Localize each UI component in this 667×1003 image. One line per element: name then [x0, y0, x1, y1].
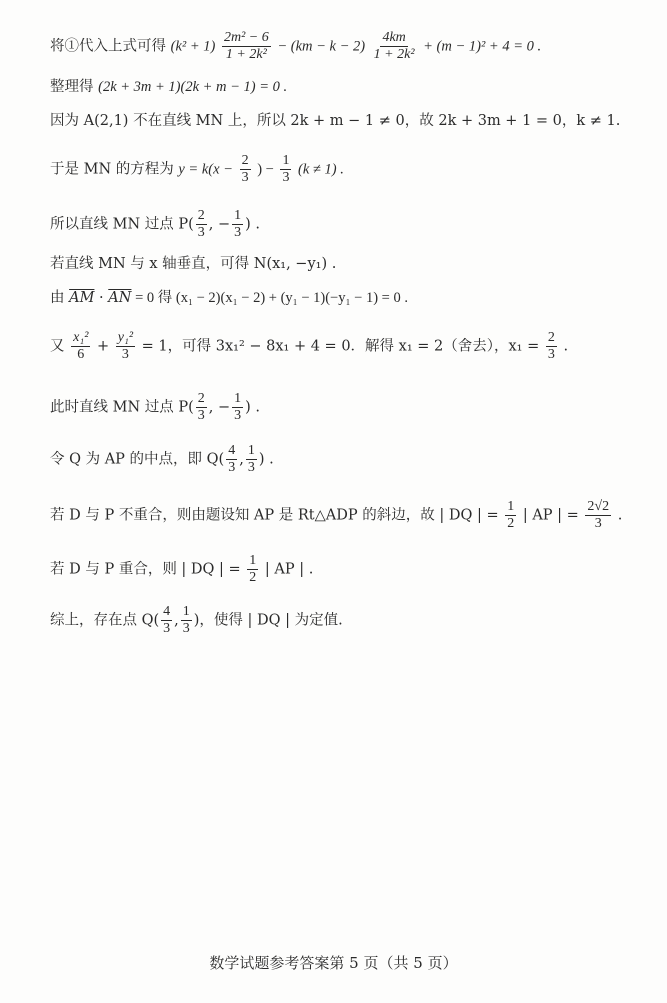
expr: (k ≠ 1) . — [298, 161, 344, 178]
fraction — [246, 443, 257, 476]
fraction — [116, 330, 135, 363]
denominator: 3 — [228, 460, 236, 475]
fraction — [161, 604, 172, 637]
line-passes-point-2 — [50, 391, 260, 424]
fraction — [71, 330, 90, 363]
numerator: 2 — [547, 330, 555, 345]
numerator: 1 — [249, 553, 257, 568]
fraction — [181, 604, 192, 637]
text: 此时直线 MN 过点 P( — [50, 399, 194, 416]
expr: + (m − 1)² + 4 = 0 . — [423, 38, 542, 55]
line-dot-product — [50, 288, 408, 308]
end: ) . — [245, 216, 261, 233]
denominator: 3 — [234, 225, 242, 240]
expr: y = k(x − — [178, 161, 233, 178]
denominator: 1 + 2k² — [373, 47, 415, 62]
plus: + — [92, 338, 114, 355]
expr: (k² + 1) — [170, 38, 216, 55]
fraction — [196, 391, 207, 424]
numerator: 1 — [247, 443, 255, 458]
numerator: 1 — [507, 499, 515, 514]
expr: = 1，可得 3x₁² − 8x₁ + 4 = 0．解得 x₁ = 2（舍去），x₁ = — [137, 338, 544, 355]
mid: | AP | = — [518, 507, 584, 524]
numerator: 2 — [241, 153, 249, 168]
numerator: 2 — [197, 391, 205, 406]
sep: , − — [208, 399, 231, 416]
denominator: 2 — [507, 516, 515, 531]
denominator: 3 — [282, 170, 290, 185]
sep: , — [239, 451, 244, 468]
end: )，使得 | DQ | 为定值. — [193, 612, 343, 629]
numerator: 1 — [234, 208, 242, 223]
text: 整理得 — [50, 79, 94, 95]
numerator: 2m² − 6 — [223, 30, 269, 45]
text: 将①代入上式可得 — [50, 38, 166, 55]
fraction — [280, 153, 291, 186]
sep: , — [174, 612, 179, 629]
expr: − (km − k − 2) — [277, 38, 366, 55]
numerator: y₁² — [117, 330, 134, 345]
fraction — [372, 30, 417, 63]
numerator: 1 — [182, 604, 190, 619]
text: 于是 MN 的方程为 — [50, 161, 179, 178]
denominator: 3 — [197, 225, 205, 240]
denominator: 1 + 2k² — [225, 47, 267, 62]
text: 若 D 与 P 不重合，则由题设知 AP 是 Rt△ADP 的斜边，故 | DQ | = — [50, 507, 504, 524]
fraction — [546, 330, 557, 363]
denominator: 3 — [247, 460, 255, 475]
line-passes-point — [50, 208, 260, 241]
text: 令 Q 为 AP 的中点，即 Q( — [50, 451, 225, 468]
numerator: 4km — [382, 30, 406, 45]
denominator: 6 — [77, 347, 85, 362]
line-mn-equation — [50, 153, 344, 186]
page-footer: 数学试题参考答案第 5 页（共 5 页） — [209, 954, 458, 972]
fraction — [505, 499, 516, 532]
numerator: 2 — [197, 208, 205, 223]
numerator: 1 — [234, 391, 242, 406]
expr: = 0 得 (x₁ − 2)(x₁ − 2) + (y₁ − 1)(−y₁ − 1) = 0 . — [131, 290, 408, 306]
line-not-coincide — [50, 499, 622, 532]
denominator: 3 — [121, 347, 129, 362]
vector-am: $\overline{AM}$ — [69, 290, 95, 306]
line-substitute — [50, 30, 541, 63]
fraction — [585, 499, 611, 532]
denominator: 2 — [249, 570, 257, 585]
line-simplify — [50, 77, 287, 97]
expr: ) − — [257, 161, 274, 178]
numerator: x₁² — [73, 330, 89, 345]
end: . — [613, 507, 623, 524]
end: | AP | . — [260, 561, 314, 578]
denominator: 3 — [547, 347, 555, 362]
line-conclusion — [50, 604, 343, 637]
numerator: 2√2 — [587, 499, 610, 514]
numerator: 4 — [228, 443, 236, 458]
fraction — [222, 30, 271, 63]
text: 由 — [50, 290, 70, 306]
denominator: 3 — [197, 408, 205, 423]
text: 又 — [50, 338, 70, 355]
line-vertical-case — [50, 254, 336, 274]
denominator: 3 — [163, 621, 171, 636]
fraction — [247, 553, 258, 586]
vector-an: $\overline{AN}$ — [108, 290, 132, 306]
denominator: 3 — [234, 408, 242, 423]
numerator: 4 — [163, 604, 171, 619]
fraction — [232, 208, 243, 241]
end: ) . — [245, 399, 261, 416]
denominator: 3 — [241, 170, 249, 185]
text: 所以直线 MN 过点 P( — [50, 216, 194, 233]
text: 若直线 MN 与 x 轴垂直，可得 N(x₁, −y₁) . — [50, 256, 337, 272]
denominator: 3 — [594, 516, 602, 531]
line-coincide — [50, 553, 313, 586]
end: ) . — [258, 451, 274, 468]
fraction — [232, 391, 243, 424]
sep: , − — [208, 216, 231, 233]
end: . — [558, 338, 569, 355]
fraction — [226, 443, 237, 476]
fraction — [196, 208, 207, 241]
fraction — [240, 153, 251, 186]
text: 若 D 与 P 重合，则 | DQ | = — [50, 561, 246, 578]
text: 因为 A(2,1) 不在直线 MN 上，所以 2k + m − 1 ≠ 0，故 2k + 3m + 1 = 0，k ≠ 1. — [50, 113, 621, 129]
numerator: 1 — [282, 153, 290, 168]
denominator: 3 — [182, 621, 190, 636]
expr: (2k + 3m + 1)(2k + m − 1) = 0 . — [98, 79, 288, 95]
line-because — [50, 111, 620, 131]
line-midpoint — [50, 443, 274, 476]
line-ellipse — [50, 330, 568, 363]
dot: · — [94, 290, 109, 306]
text: 综上，存在点 Q( — [50, 612, 160, 629]
